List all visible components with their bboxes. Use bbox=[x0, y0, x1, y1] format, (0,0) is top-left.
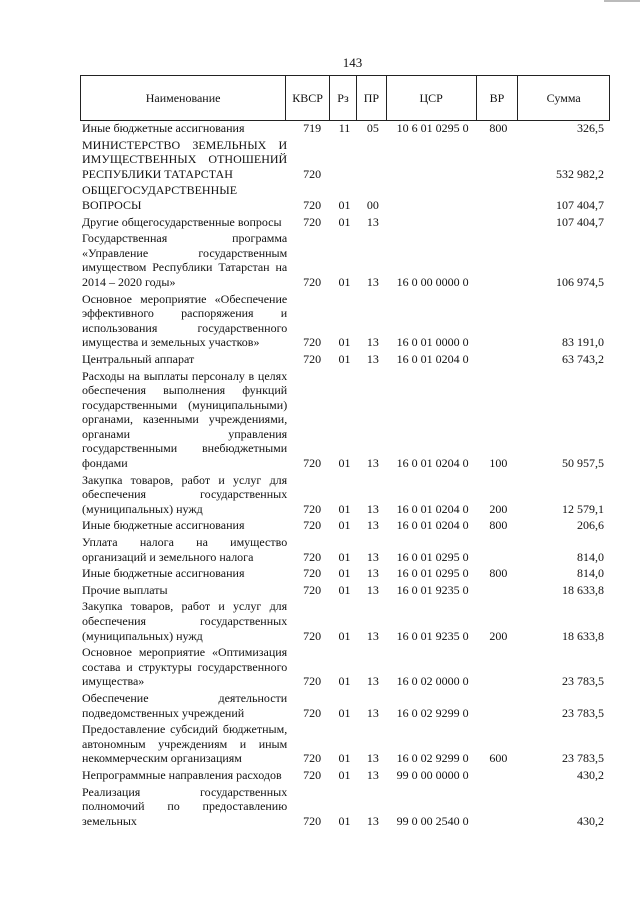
cell-vr: 600 bbox=[489, 751, 508, 766]
cell-name: МИНИСТЕРСТВО ЗЕМЕЛЬНЫХ И ИМУЩЕСТВЕННЫХ ОТНОШЕНИЙ РЕСПУБЛИКИ ТАТАРСТАН bbox=[82, 137, 288, 181]
cell-csr: 16 0 01 9235 0 bbox=[396, 628, 469, 643]
table-row bbox=[82, 473, 610, 517]
cell-rz: 01 bbox=[338, 197, 351, 212]
table-header bbox=[80, 75, 610, 121]
cell-name: Государственная программа «Управление государственным имуществом Республики Татарстан на 2014 – 2020 годы» bbox=[82, 231, 288, 289]
cell-csr: 16 0 02 9299 0 bbox=[396, 751, 469, 766]
cell-name: Другие общегосударственные вопросы bbox=[82, 214, 282, 229]
cell-rz: 01 bbox=[338, 628, 351, 643]
cell-csr: 16 0 00 0000 0 bbox=[396, 274, 469, 289]
cell-vr: 800 bbox=[489, 518, 508, 533]
cell-vr: 800 bbox=[489, 121, 508, 135]
cell-sum: 63 743,2 bbox=[562, 351, 605, 366]
cell-rz: 11 bbox=[338, 121, 351, 135]
cell-pr: 00 bbox=[366, 197, 379, 212]
budget-table-body bbox=[82, 121, 610, 828]
cell-rz: 01 bbox=[338, 582, 351, 597]
cell-rz: 01 bbox=[338, 456, 351, 471]
cell-name: Основное мероприятие «Оптимизация состава и структуры государственного имущества» bbox=[82, 645, 288, 689]
cell-vr: 800 bbox=[489, 566, 508, 581]
cell-rz: 01 bbox=[338, 501, 351, 516]
cell-kvsr: 720 bbox=[303, 549, 322, 564]
cell-sum: 430,2 bbox=[577, 813, 605, 828]
cell-sum: 430,2 bbox=[577, 767, 605, 782]
cell-name: Непрограммные направления расходов bbox=[82, 767, 282, 782]
table-row bbox=[82, 768, 610, 783]
table-row bbox=[82, 722, 610, 766]
cell-csr: 99 0 00 2540 0 bbox=[396, 813, 469, 828]
cell-vr: 200 bbox=[489, 501, 508, 516]
cell-rz: 01 bbox=[338, 518, 351, 533]
table-row bbox=[82, 138, 610, 182]
table-row bbox=[82, 215, 610, 230]
cell-kvsr: 720 bbox=[303, 274, 322, 289]
cell-pr: 05 bbox=[366, 121, 379, 135]
table-row bbox=[82, 645, 610, 689]
cell-kvsr: 720 bbox=[303, 674, 322, 689]
cell-pr: 13 bbox=[366, 582, 379, 597]
table-row bbox=[82, 183, 610, 212]
cell-csr: 10 6 01 0295 0 bbox=[396, 121, 469, 135]
cell-sum: 814,0 bbox=[577, 549, 605, 564]
cell-sum: 814,0 bbox=[577, 566, 605, 581]
cell-csr: 16 0 01 0204 0 bbox=[396, 501, 469, 516]
cell-pr: 13 bbox=[366, 674, 379, 689]
cell-kvsr: 720 bbox=[303, 566, 322, 581]
cell-sum: 326,5 bbox=[577, 121, 605, 135]
cell-sum: 12 579,1 bbox=[562, 501, 605, 516]
table-row bbox=[82, 231, 610, 289]
cell-vr: 200 bbox=[489, 628, 508, 643]
cell-rz: 01 bbox=[338, 214, 351, 229]
cell-rz: 01 bbox=[338, 767, 351, 782]
table-row bbox=[82, 583, 610, 598]
table-row bbox=[82, 518, 610, 533]
cell-kvsr: 720 bbox=[303, 214, 322, 229]
cell-sum: 23 783,5 bbox=[562, 751, 605, 766]
table-row bbox=[82, 566, 610, 581]
cell-csr: 99 0 00 0000 0 bbox=[396, 767, 469, 782]
cell-kvsr: 720 bbox=[303, 351, 322, 366]
cell-sum: 106 974,5 bbox=[556, 274, 605, 289]
cell-pr: 13 bbox=[366, 566, 379, 581]
cell-kvsr: 720 bbox=[303, 501, 322, 516]
cell-sum: 18 633,8 bbox=[562, 628, 605, 643]
header-sum: Сумма bbox=[546, 90, 581, 105]
cell-kvsr: 720 bbox=[303, 767, 322, 782]
cell-name: Закупка товаров, работ и услуг для обеспечения государственных (муниципальных) нужд bbox=[82, 472, 288, 516]
cell-rz: 01 bbox=[338, 674, 351, 689]
cell-kvsr: 720 bbox=[303, 335, 322, 350]
cell-name: Расходы на выплаты персоналу в целях обеспечения выполнения функций государственными (муниципальными) органами, казенными учреждениями, органами управления государственными внебюджетными фондами bbox=[82, 368, 288, 471]
cell-pr: 13 bbox=[366, 214, 379, 229]
cell-sum: 50 957,5 bbox=[562, 456, 605, 471]
cell-name: Реализация государственных полномочий по предоставлению земельных bbox=[82, 784, 288, 828]
cell-sum: 532 982,2 bbox=[556, 166, 605, 181]
cell-name: ОБЩЕГОСУДАРСТВЕННЫЕ ВОПРОСЫ bbox=[82, 183, 238, 212]
table-row bbox=[82, 292, 610, 350]
cell-pr: 13 bbox=[366, 518, 379, 533]
cell-pr: 13 bbox=[366, 351, 379, 366]
table-row bbox=[82, 599, 610, 643]
table-row bbox=[82, 121, 610, 136]
cell-name: Прочие выплаты bbox=[82, 582, 168, 597]
header-vr: ВР bbox=[477, 76, 519, 120]
cell-csr: 16 0 01 9235 0 bbox=[396, 582, 469, 597]
header-kvsr: КВСР bbox=[286, 76, 330, 120]
cell-rz: 01 bbox=[338, 274, 351, 289]
cell-kvsr: 719 bbox=[303, 121, 322, 135]
table-row bbox=[82, 691, 610, 720]
cell-kvsr: 720 bbox=[303, 582, 322, 597]
cell-kvsr: 720 bbox=[303, 197, 322, 212]
cell-kvsr: 720 bbox=[303, 813, 322, 828]
cell-kvsr: 720 bbox=[303, 456, 322, 471]
cell-csr: 16 0 01 0204 0 bbox=[396, 456, 469, 471]
cell-pr: 13 bbox=[366, 335, 379, 350]
cell-sum: 23 783,5 bbox=[562, 674, 605, 689]
cell-rz: 01 bbox=[338, 549, 351, 564]
cell-rz: 01 bbox=[338, 566, 351, 581]
cell-csr: 16 0 02 9299 0 bbox=[396, 705, 469, 720]
header-csr: ЦСР bbox=[387, 76, 477, 120]
cell-sum: 107 404,7 bbox=[556, 214, 605, 229]
table-row bbox=[82, 535, 610, 564]
cell-rz: 01 bbox=[338, 751, 351, 766]
cell-pr: 13 bbox=[366, 628, 379, 643]
cell-csr: 16 0 01 0204 0 bbox=[396, 351, 469, 366]
cell-rz: 01 bbox=[338, 351, 351, 366]
cell-csr: 16 0 01 0204 0 bbox=[396, 518, 469, 533]
cell-pr: 13 bbox=[366, 751, 379, 766]
cell-name: Иные бюджетные ассигнования bbox=[82, 566, 245, 581]
cell-name: Предоставление субсидий бюджетным, автономным учреждениям и иным некоммерческим организациям bbox=[82, 722, 288, 766]
table-row bbox=[82, 369, 610, 471]
cell-pr: 13 bbox=[366, 705, 379, 720]
cell-rz: 01 bbox=[338, 705, 351, 720]
cell-name: Иные бюджетные ассигнования bbox=[82, 518, 245, 533]
cell-name: Обеспечение деятельности подведомственных учреждений bbox=[82, 690, 288, 720]
cell-sum: 83 191,0 bbox=[562, 335, 605, 350]
cell-pr: 13 bbox=[366, 456, 379, 471]
cell-name: Центральный аппарат bbox=[82, 351, 195, 366]
cell-pr: 13 bbox=[366, 813, 379, 828]
cell-kvsr: 720 bbox=[303, 166, 322, 181]
cell-csr: 16 0 01 0295 0 bbox=[396, 566, 469, 581]
cell-name: Уплата налога на имущество организаций и земельного налога bbox=[82, 535, 288, 564]
header-name: Наименование bbox=[81, 76, 286, 120]
page-number: 143 bbox=[342, 55, 363, 70]
cell-sum: 18 633,8 bbox=[562, 582, 605, 597]
cell-pr: 13 bbox=[366, 767, 379, 782]
cell-kvsr: 720 bbox=[303, 518, 322, 533]
cell-rz: 01 bbox=[338, 813, 351, 828]
cell-csr: 16 0 01 0000 0 bbox=[396, 335, 469, 350]
cell-name: Иные бюджетные ассигнования bbox=[82, 121, 245, 135]
header-pr: ПР bbox=[357, 76, 387, 120]
cell-pr: 13 bbox=[366, 549, 379, 564]
cell-kvsr: 720 bbox=[303, 705, 322, 720]
header-rz: Рз bbox=[330, 76, 357, 120]
cell-vr: 100 bbox=[489, 456, 508, 471]
cell-pr: 13 bbox=[366, 274, 379, 289]
cell-sum: 107 404,7 bbox=[556, 197, 605, 212]
cell-kvsr: 720 bbox=[303, 628, 322, 643]
cell-sum: 206,6 bbox=[577, 518, 605, 533]
table-row bbox=[82, 352, 610, 367]
cell-pr: 13 bbox=[366, 501, 379, 516]
cell-name: Основное мероприятие «Обеспечение эффективного распоряжения и использования государственного имущества и земельных участков» bbox=[82, 291, 288, 350]
cell-kvsr: 720 bbox=[303, 751, 322, 766]
table-row bbox=[82, 785, 610, 829]
cell-csr: 16 0 01 0295 0 bbox=[396, 549, 469, 564]
cell-name: Закупка товаров, работ и услуг для обеспечения государственных (муниципальных) нужд bbox=[82, 599, 288, 643]
scan-artifact bbox=[604, 0, 640, 2]
cell-sum: 23 783,5 bbox=[562, 705, 605, 720]
cell-csr: 16 0 02 0000 0 bbox=[396, 674, 469, 689]
cell-rz: 01 bbox=[338, 335, 351, 350]
